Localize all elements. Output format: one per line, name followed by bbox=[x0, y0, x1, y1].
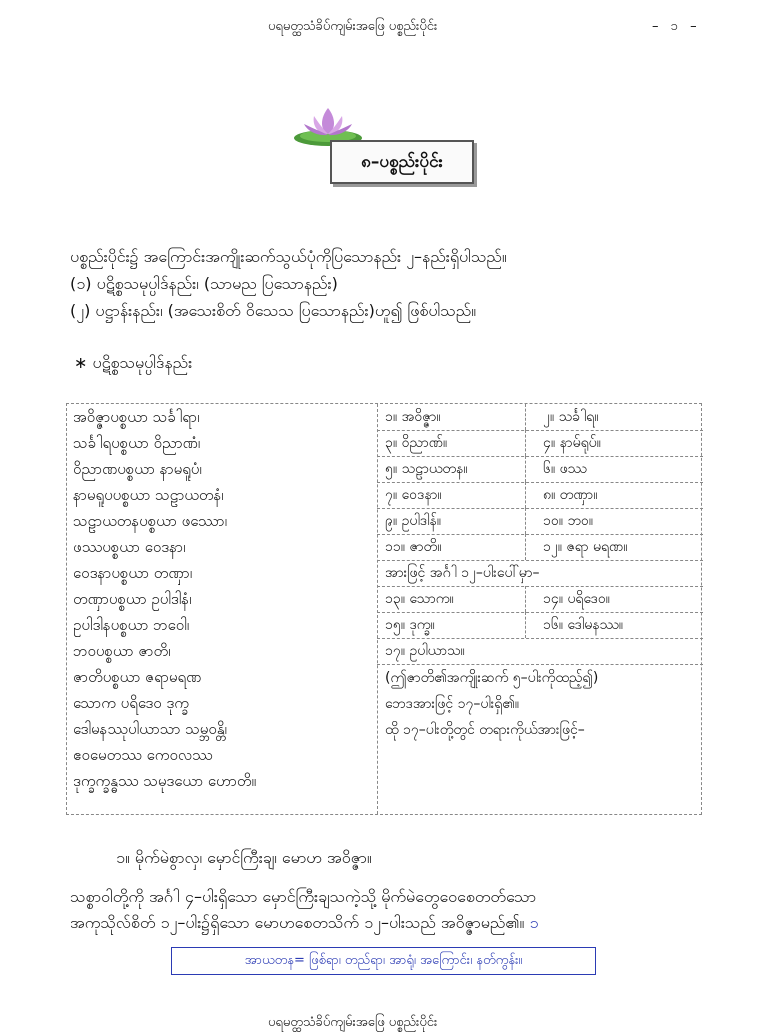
cell-divider bbox=[525, 612, 526, 638]
factor-text-line: ဘေဒအားဖြင့် ၁၇–ပါးရှိ၏။ bbox=[385, 696, 520, 712]
intro-line-3: (၂) ပဋ္ဌာန်းနည်း၊ (အသေးစိတ် ဝိသေသ ပြသောနည်း)ဟူ၍ ဖြစ်ပါသည်။ bbox=[70, 301, 477, 320]
factor-cell: ၉။ ဥပါဒါန်။ bbox=[385, 513, 441, 529]
paragraph-line-1: သစ္စာဝါတို့ကို အင်္ဂါ ၄–ပါးရှိသော မှောင်ကြီးချသကဲ့သို့ မိုက်မဲတွေဝေစေတတ်သော bbox=[70, 887, 537, 906]
factor-cell: ၅။ သဠာယတန။ bbox=[385, 461, 468, 477]
factor-cell: ၇။ ဝေဒနာ။ bbox=[385, 487, 442, 503]
factor-cell: ၁၂။ ဇရာ မရဏ။ bbox=[543, 539, 628, 555]
factor-cell: ၁၁။ ဇာတိ။ bbox=[385, 539, 442, 555]
paragraph-text: အကုသိုလ်စိတ် ၁၂–ပါး၌ရှိသော မောဟစေတသိက် ၁၂–ပါးသည် အဝိဇ္ဇာမည်၏။ bbox=[70, 913, 525, 932]
factor-text bbox=[377, 694, 703, 720]
factor-cell: ၃။ ဝိညာဏ်။ bbox=[385, 435, 448, 451]
factor-cell: ၂။ သင်္ခါရ။ bbox=[543, 409, 599, 425]
left-line: ဝိညာဏပစ္စယာ နာမရူပံ၊ bbox=[73, 460, 202, 478]
page-number: – ၁ – bbox=[652, 19, 701, 34]
cell-divider bbox=[525, 534, 526, 560]
intro-line-1: ပစ္စည်းပိုင်း၌ အကြောင်းအကျိုးဆက်သွယ်ပုံကိုပြသောနည်း ၂–နည်းရှိပါသည်။ bbox=[70, 247, 507, 266]
factor-cell: ၈။ တဏှာ။ bbox=[543, 487, 598, 503]
left-line: သဠာယတနပစ္စယာ ဖဿော၊ bbox=[73, 512, 227, 530]
factor-cell: ၁၀။ ဘဝ။ bbox=[543, 513, 594, 529]
factor-row bbox=[377, 430, 703, 457]
definition-box: အာယတန= ဖြစ်ရာ၊ တည်ရာ၊ အာရုံ၊ အကြောင်း၊ နတ်ကွန်း။ bbox=[171, 947, 596, 975]
factor-row bbox=[377, 456, 703, 483]
factor-cell: ၁။ အဝိဇ္ဇာ။ bbox=[385, 409, 441, 425]
left-line: သောက ပရိဒေဝ ဒုက္ခ bbox=[73, 694, 189, 712]
left-line: သင်္ခါရပစ္စယာ ဝိညာဏံ၊ bbox=[73, 434, 201, 452]
chapter-badge bbox=[290, 98, 482, 190]
factor-row bbox=[377, 612, 703, 639]
paticca-table bbox=[66, 403, 702, 815]
left-line: ဒုက္ခက္ခန္ဓဿ သမုဒယော ဟောတိ။ bbox=[73, 772, 257, 790]
cell-divider bbox=[525, 586, 526, 612]
left-line: အဝိဇ္ဇာပစ္စယာ သင်္ခါရာ၊ bbox=[73, 408, 200, 426]
left-line: ဥပါဒါနပစ္စယာ ဘဝေါ၊ bbox=[73, 616, 190, 634]
left-line: ဇာတိပစ္စယာ ဇရာမရဏ bbox=[73, 668, 202, 686]
factor-row bbox=[377, 560, 703, 587]
section-heading: ∗ ပဋိစ္စသမုပ္ပါဒ်နည်း bbox=[74, 353, 193, 372]
item-heading: ၁။ မိုက်မဲစွာလှ၊ မှောင်ကြီးချ၊ မောဟ အဝိဇ္ဇာ။ bbox=[116, 848, 372, 867]
factor-cell: ၆။ ဖဿ bbox=[543, 461, 587, 477]
left-line: ဒေါမနဿုပါယာသာ သမ္ဘဝန္တိ၊ bbox=[73, 720, 227, 738]
page-header bbox=[0, 18, 768, 40]
factor-note: အားဖြင့် အင်္ဂါ ၁၂–ပါးပေါ်မှာ– bbox=[385, 565, 540, 581]
left-line: ဝေဒနာပစ္စယာ တဏှာ၊ bbox=[73, 564, 193, 582]
factor-cell: ၁၅။ ဒုက္ခ။ bbox=[385, 617, 435, 633]
factor-cell: ၁၇။ ဥပါယာသ။ bbox=[385, 643, 465, 659]
factor-text-line: (ဤဇာတိ၏အကျိုးဆက် ၅–ပါးကိုထည့်၍) bbox=[385, 670, 599, 686]
factor-cell: ၄။ နာမ်ရုပ်။ bbox=[543, 435, 601, 451]
factor-cell: ၁၃။ သောက။ bbox=[385, 591, 454, 607]
factor-text bbox=[377, 668, 703, 694]
factor-row bbox=[377, 404, 703, 431]
factor-text-line: ထို ၁၇–ပါးတို့တွင် တရားကိုယ်အားဖြင့်– bbox=[385, 722, 585, 738]
factor-cell: ၁၄။ ပရိဒေဝ။ bbox=[543, 591, 610, 607]
factor-row bbox=[377, 534, 703, 561]
cell-divider bbox=[525, 456, 526, 482]
paragraph-line-2 bbox=[70, 912, 538, 936]
factor-text bbox=[377, 720, 703, 746]
factor-row bbox=[377, 638, 703, 665]
footnote-marker[interactable]: ၁ bbox=[529, 913, 539, 932]
chapter-title: ၈–ပစ္စည်းပိုင်း bbox=[330, 140, 474, 184]
factor-row bbox=[377, 482, 703, 509]
left-line: ဘဝပစ္စယာ ဇာတိ၊ bbox=[73, 642, 171, 660]
header-title: ပရမတ္ထသံခိပ်ကျမ်းအဖြေ ပစ္စည်းပိုင်း bbox=[268, 19, 438, 34]
cell-divider bbox=[525, 404, 526, 430]
factor-cell: ၁၆။ ဒေါမနဿ။ bbox=[543, 617, 623, 633]
footer-title: ပရမတ္ထသံခိပ်ကျမ်းအဖြေ ပစ္စည်းပိုင်း bbox=[268, 1015, 438, 1030]
cell-divider bbox=[525, 508, 526, 534]
left-line: ဖဿပစ္စယာ ဝေဒနာ၊ bbox=[73, 538, 186, 556]
left-line: နာမရူပပစ္စယာ သဠာယတနံ၊ bbox=[73, 486, 224, 504]
factor-row bbox=[377, 586, 703, 613]
intro-line-2: (၁) ပဋိစ္စသမုပ္ပါဒ်နည်း၊ (သာမည ပြသောနည်း) bbox=[70, 274, 338, 293]
cell-divider bbox=[525, 482, 526, 508]
left-line: တဏှာပစ္စယာ ဥပါဒါနံ၊ bbox=[73, 590, 192, 608]
factor-row bbox=[377, 508, 703, 535]
cell-divider bbox=[525, 430, 526, 456]
left-line: ဧဝမေတဿ ကေဝလဿ bbox=[73, 746, 213, 764]
